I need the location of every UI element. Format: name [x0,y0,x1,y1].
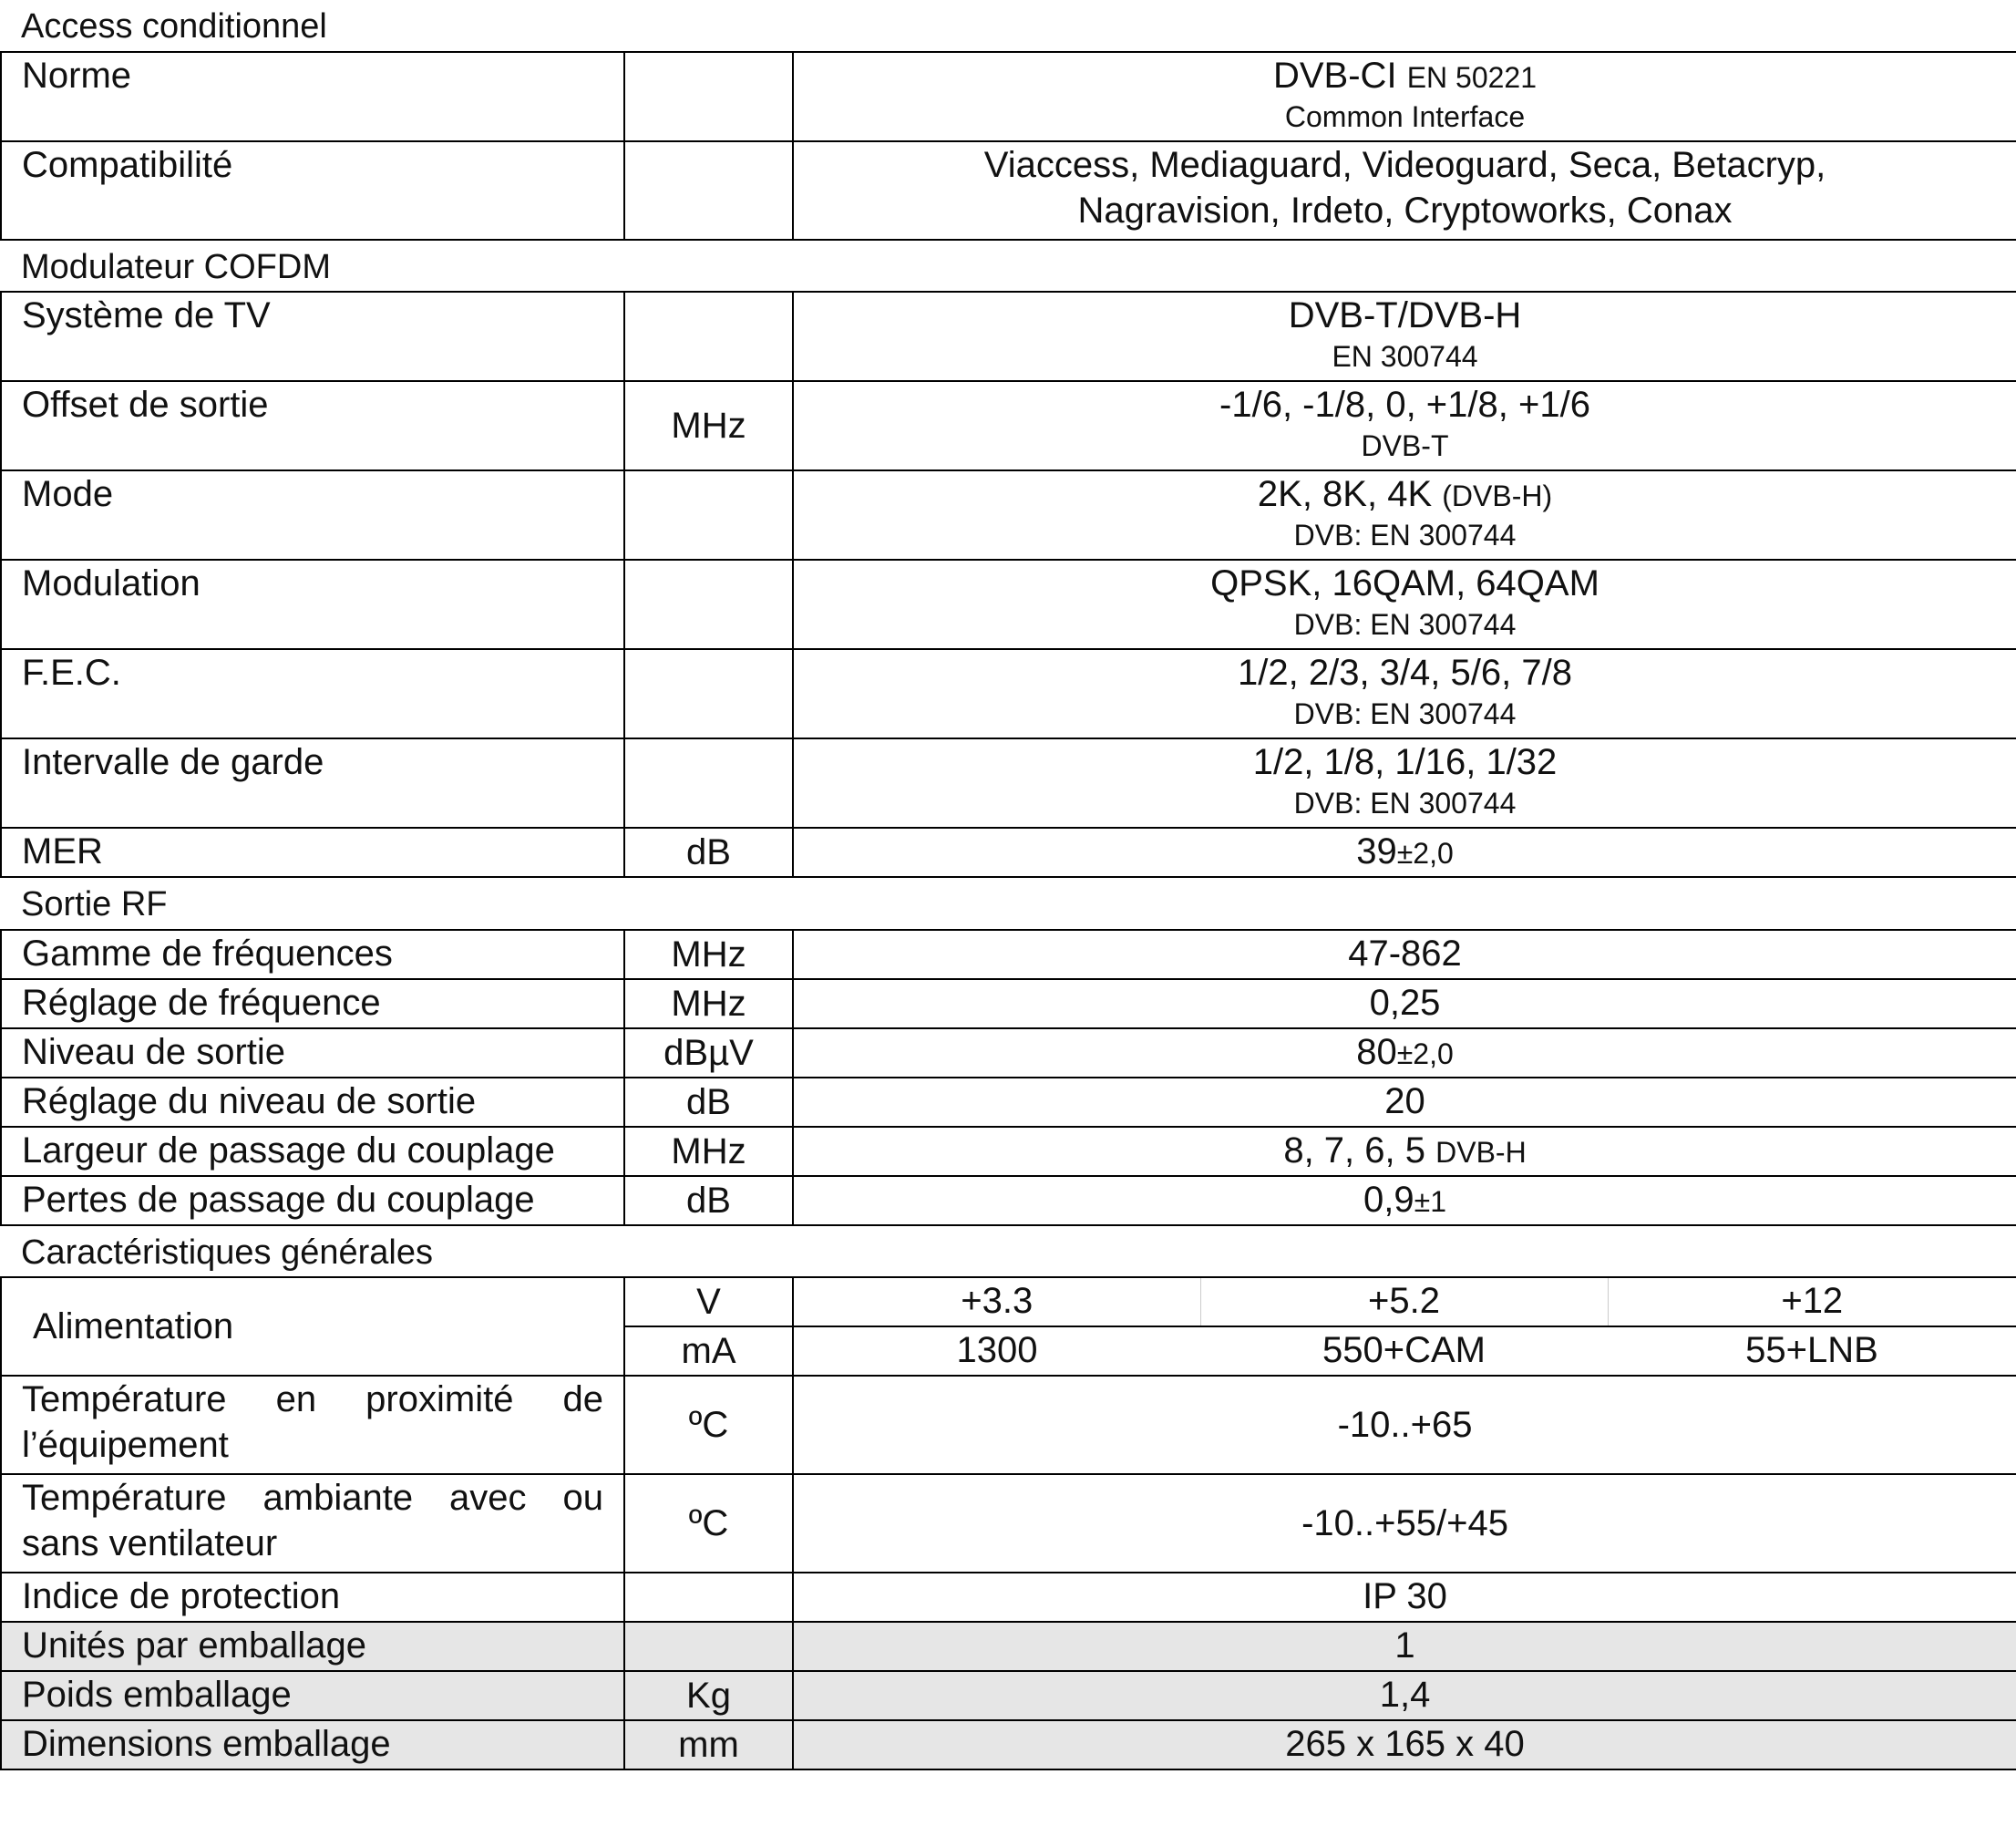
row-value: 1 [793,1622,2016,1671]
row-value: -10..+55/+45 [793,1474,2016,1573]
row-value [793,141,2016,240]
row-unit: MHz [624,979,793,1028]
value-small: DVB-H [1435,1135,1527,1169]
value-sub: DVB: EN 300744 [1293,697,1517,730]
row-reglage-niveau [1,1078,2016,1127]
row-label: Température en proximité de l’équipement [1,1376,624,1474]
value-main: 1/2, 1/8, 1/16, 1/32 [1252,742,1558,782]
row-systeme [1,292,2016,381]
value-small: (DVB-H) [1442,480,1553,512]
row-mode [1,470,2016,560]
value-small: ±2,0 [1396,1037,1454,1070]
row-unites [1,1622,2016,1671]
row-unit: MHz [624,381,793,470]
row-value [793,738,2016,828]
value-main: QPSK, 16QAM, 64QAM [1210,563,1599,604]
row-label: Température ambiante avec ou sans ventilateur [1,1474,624,1573]
row-value [793,470,2016,560]
row-label: Niveau de sortie [1,1028,624,1078]
row-unit [624,649,793,738]
row-unit: MHz [624,930,793,979]
current-cell: 55+LNB [1608,1326,2016,1376]
value-line1: Viaccess, Mediaguard, Videoguard, Seca, Betacryp, [983,144,1826,185]
value-line2: Nagravision, Irdeto, Cryptoworks, Conax [1077,190,1733,231]
row-value: 20 [793,1078,2016,1127]
row-unit: mA [624,1326,793,1376]
section-title: Access conditionnel [1,0,2016,52]
row-label: Norme [1,52,624,141]
row-value [793,560,2016,649]
row-niveau [1,1028,2016,1078]
row-unit: ºC [624,1474,793,1573]
row-unit: dB [624,1078,793,1127]
value-main: 80 [1356,1031,1397,1072]
value-small: ±2,0 [1396,837,1454,870]
row-unit: mm [624,1720,793,1769]
row-value [793,1127,2016,1176]
row-label: Intervalle de garde [1,738,624,828]
row-value: 1,4 [793,1671,2016,1720]
row-value: 0,25 [793,979,2016,1028]
section-rf [1,877,2016,930]
value-main: -1/6, -1/8, 0, +1/8, +1/6 [1219,385,1590,425]
row-offset [1,381,2016,470]
row-unit [624,141,793,240]
row-value: 265 x 165 x 40 [793,1720,2016,1769]
section-title: Modulateur COFDM [1,240,2016,293]
row-label: Réglage du niveau de sortie [1,1078,624,1127]
volt-cell: +5.2 [1200,1277,1608,1326]
row-value: IP 30 [793,1573,2016,1622]
row-label: Mode [1,470,624,560]
value-sub: DVB: EN 300744 [1293,519,1517,552]
row-label: Système de TV [1,292,624,381]
row-unit [624,1573,793,1622]
row-unit: Kg [624,1671,793,1720]
row-value: 47-862 [793,930,2016,979]
row-unit: MHz [624,1127,793,1176]
row-label: Alimentation [1,1277,624,1376]
row-label: Poids emballage [1,1671,624,1720]
row-unit [624,560,793,649]
row-label: Compatibilité [1,141,624,240]
value-main: 39 [1356,831,1397,872]
row-unit: ºC [624,1376,793,1474]
section-cofdm [1,240,2016,293]
row-modulation [1,560,2016,649]
row-garde [1,738,2016,828]
row-compat [1,141,2016,240]
section-general [1,1225,2016,1278]
row-label: Offset de sortie [1,381,624,470]
row-value [793,381,2016,470]
row-norme [1,52,2016,141]
row-poids [1,1671,2016,1720]
row-unit [624,52,793,141]
volt-cell: +3.3 [793,1277,1200,1326]
value-sub: Common Interface [1284,99,1526,133]
row-label: F.E.C. [1,649,624,738]
row-temp-prox [1,1376,2016,1474]
value-main: DVB-CI [1272,55,1397,96]
volt-cell: +12 [1608,1277,2016,1326]
value-main: 1/2, 2/3, 3/4, 5/6, 7/8 [1238,653,1572,693]
row-label: Réglage de fréquence [1,979,624,1028]
row-label: Gamme de fréquences [1,930,624,979]
section-title: Sortie RF [1,877,2016,930]
row-mer [1,828,2016,877]
row-label: MER [1,828,624,877]
row-value [793,649,2016,738]
row-label: Dimensions emballage [1,1720,624,1769]
value-small: ±1 [1414,1184,1446,1218]
row-unit [624,738,793,828]
row-unit [624,470,793,560]
row-gamme [1,930,2016,979]
row-dimensions [1,1720,2016,1769]
row-reglage-freq [1,979,2016,1028]
row-label: Modulation [1,560,624,649]
row-unit: V [624,1277,793,1326]
current-cell: 1300 [793,1326,1200,1376]
value-sub: DVB-T [1361,429,1449,462]
value-sub: DVB: EN 300744 [1293,608,1517,641]
row-protection [1,1573,2016,1622]
row-alimentation-volts [1,1277,2016,1326]
row-value [793,1028,2016,1078]
value-main: 8, 7, 6, 5 [1283,1130,1425,1171]
row-value [793,828,2016,877]
row-pertes [1,1176,2016,1225]
row-unit [624,292,793,381]
row-fec [1,649,2016,738]
current-cell: 550+CAM [1200,1326,1608,1376]
row-label: Largeur de passage du couplage [1,1127,624,1176]
row-label: Indice de protection [1,1573,624,1622]
value-small: EN 50221 [1406,60,1538,94]
value-main: 2K, 8K, 4K [1257,474,1433,514]
section-access [1,0,2016,52]
row-value [793,1176,2016,1225]
row-value: -10..+65 [793,1376,2016,1474]
section-title: Caractéristiques générales [1,1225,2016,1278]
row-unit: dB [624,1176,793,1225]
row-label: Pertes de passage du couplage [1,1176,624,1225]
row-value [793,52,2016,141]
value-sub: DVB: EN 300744 [1293,787,1517,820]
value-main: 0,9 [1363,1179,1414,1220]
row-unit: dB [624,828,793,877]
row-unit: dBµV [624,1028,793,1078]
row-largeur [1,1127,2016,1176]
row-temp-amb [1,1474,2016,1573]
row-unit [624,1622,793,1671]
row-value [793,292,2016,381]
value-sub: EN 300744 [1332,340,1478,373]
value-main: DVB-T/DVB-H [1288,295,1522,335]
row-label: Unités par emballage [1,1622,624,1671]
